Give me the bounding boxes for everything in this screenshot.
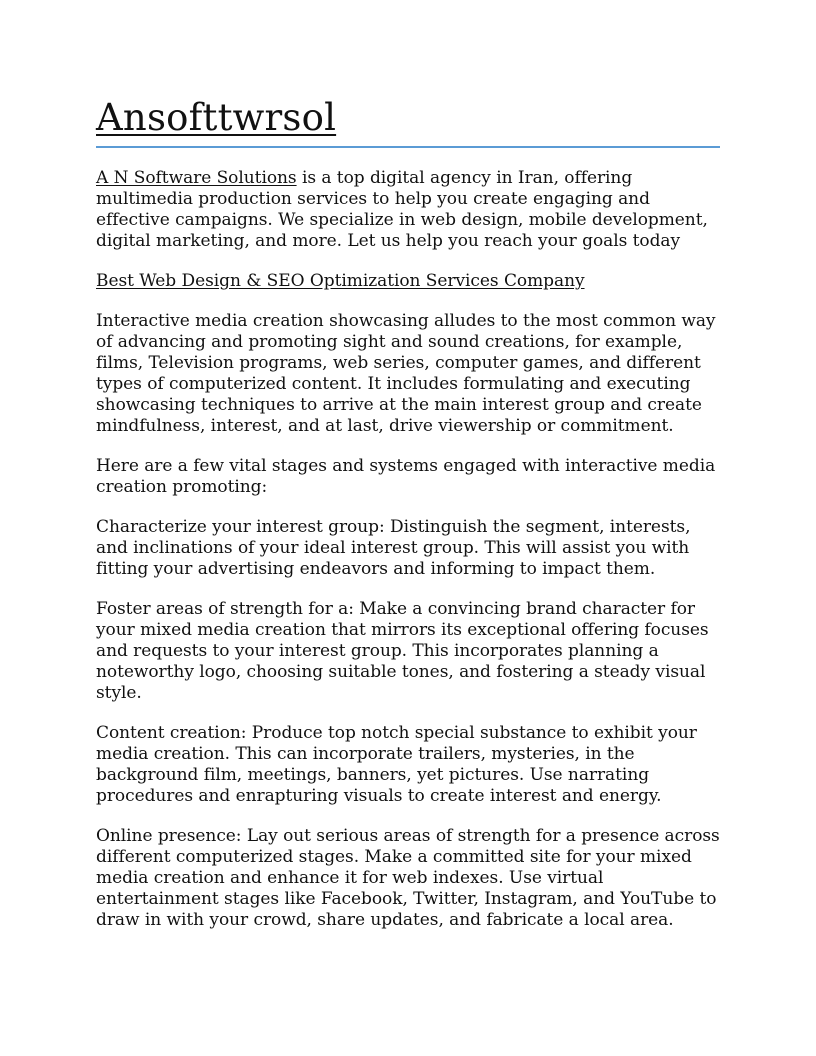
page-title — [96, 96, 720, 140]
body-paragraph-3: Characterize your interest group: Distinguish the segment, interests, and inclinations of your ideal interest group. This will assist you with fitting your advertising endeavors and informing to impact them. — [96, 517, 691, 579]
title-divider — [96, 146, 720, 148]
intro-paragraph — [96, 168, 720, 252]
service-link-paragraph — [96, 271, 720, 292]
title-link[interactable]: Ansofttwrsol — [96, 96, 337, 139]
service-link[interactable]: Best Web Design & SEO Optimization Services Company — [96, 271, 585, 291]
body-paragraph-6: Online presence: Lay out serious areas of strength for a presence across different computerized stages. Make a committed site for your mixed media creation and enhance it for web indexes. Use virtual entertainment stages like Facebook, Twitter, Instagram, and YouTube to draw in with your crowd, share updates, and fabricate a local area. — [96, 826, 720, 930]
intro-text: is a top digital agency in Iran, offering multimedia production services to help you create engaging and effective campaigns. We specialize in web design, mobile development, digital marketing, and more. Let us help you reach your goals today — [96, 168, 708, 251]
body-paragraph-1: Interactive media creation showcasing alludes to the most common way of advancing and promoting sight and sound creations, for example, films, Television programs, web series, computer games, and different types of computerized content. It includes formulating and executing showcasing techniques to arrive at the main interest group and create mindfulness, interest, and at last, drive viewership or commitment. — [96, 311, 716, 436]
body-paragraph-5: Content creation: Produce top notch special substance to exhibit your media creation. This can incorporate trailers, mysteries, in the background film, meetings, banners, yet pictures. Use narrating procedures and enrapturing visuals to create interest and energy. — [96, 723, 697, 806]
body-paragraph-2: Here are a few vital stages and systems engaged with interactive media creation promoting: — [96, 456, 716, 497]
body-paragraph-4: Foster areas of strength for a: Make a convincing brand character for your mixed media creation that mirrors its exceptional offering focuses and requests to your interest group. This incorporates planning a noteworthy logo, choosing suitable tones, and fostering a steady visual style. — [96, 599, 709, 703]
company-link[interactable]: A N Software Solutions — [96, 168, 297, 188]
document-page — [96, 96, 720, 950]
